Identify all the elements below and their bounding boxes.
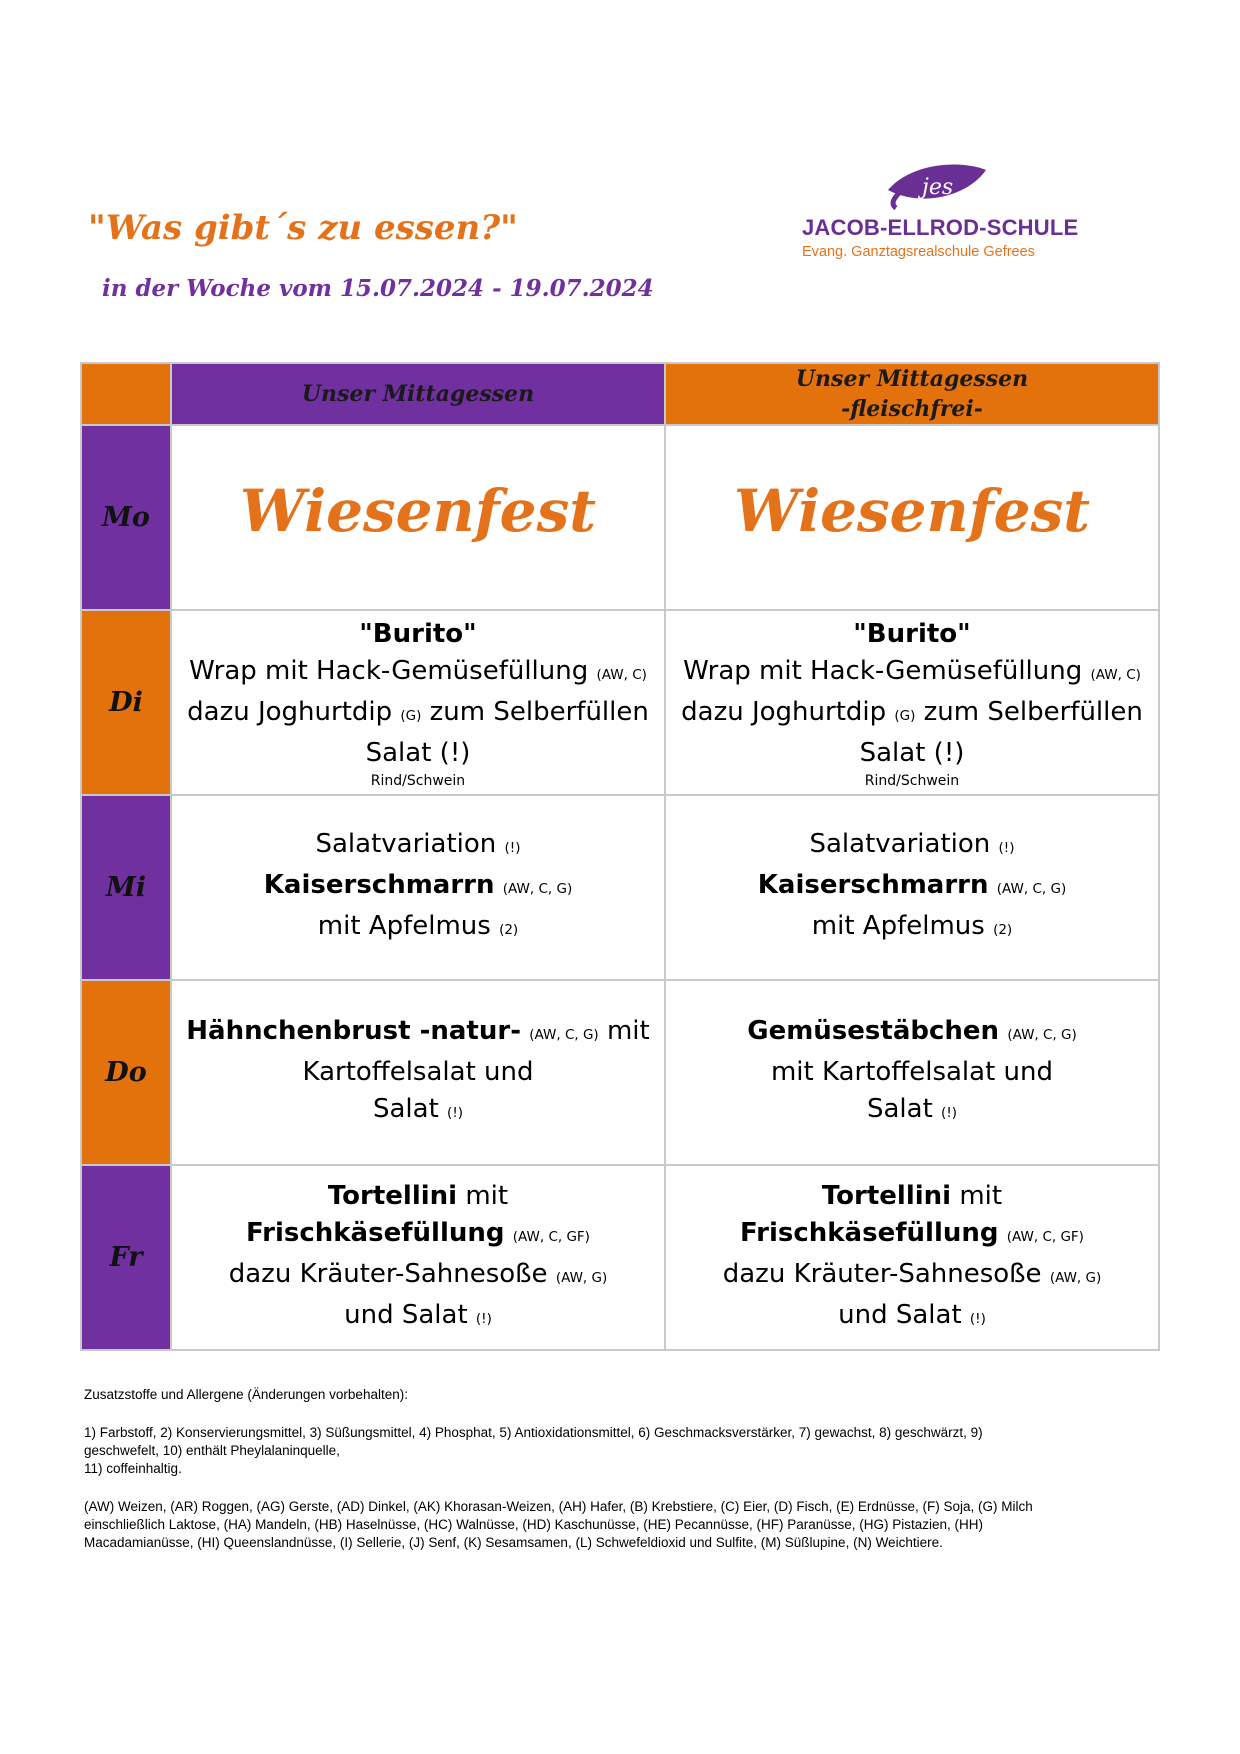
day-label: Mo [102,502,150,533]
additive-note: (!) [941,1105,957,1121]
dish-line: Wrap mit Hack-Gemüsefüllung [189,655,589,686]
allergen-code: (AW, C) [1090,666,1141,683]
dish-name: Tortellini [821,1180,952,1211]
week-range: in der Woche vom 15.07.2024 - 19.07.2024 [102,275,654,302]
day-cell-mi [81,795,171,980]
additive-note: (!) [969,1310,986,1327]
dish-name: Tortellini [327,1180,458,1211]
page-title: "Was gibt´s zu essen?" [88,208,518,248]
additive-note: (2) [499,922,519,938]
allergen-code: (AW, G) [555,1269,608,1286]
dish-line: mit Apfelmus [317,911,491,941]
allergen-code: (AW, C, G) [1007,1027,1077,1043]
dish-line: Salat [372,1094,439,1124]
dish-name: "Burito" [853,618,971,649]
dish-line: Salatvariation [809,829,991,859]
dish-line: mit [959,1180,1003,1211]
dish-line: zum Selberfüllen [429,696,649,727]
additive-note: (2) [993,922,1013,938]
allergen-code: (AW, G) [1049,1269,1102,1286]
additive-note: (!) [439,737,471,768]
dish-line: Salat [859,737,926,768]
column-header-vegetarian [665,363,1159,425]
table-row [81,1165,1159,1350]
fish-logo-icon [882,160,992,216]
logo-mark-text: jes [922,175,954,200]
menu-cell [171,980,665,1165]
meat-type: Rind/Schwein [864,772,960,789]
allergen-code: (AW, C, GF) [512,1228,590,1245]
menu-cell [171,425,665,610]
dish-line: und Salat [344,1299,468,1330]
dish-line: mit [465,1180,509,1211]
dish-name: Hähnchenbrust -natur- [186,1016,521,1046]
additives-line: geschwefelt, 10) enthält Pheylalaninquelle, [84,1443,340,1458]
additives-line: 11) coffeinhaltig. [84,1461,182,1476]
dish-name: Gemüsestäbchen [747,1016,1000,1046]
dish-line: Salat [365,737,432,768]
day-label: Do [105,1057,147,1088]
additives-line: 1) Farbstoff, 2) Konservierungsmittel, 3) Süßungsmittel, 4) Phosphat, 5) Antioxidationsmittel, 6) Geschmacksverstärker, 7) gewachst, 8) geschwärzt, 9) [84,1425,983,1440]
additive-note: (!) [475,1310,492,1327]
school-name: JACOB-ELLROD-SCHULE [802,215,1079,240]
dish-line: mit Kartoffelsalat und [770,1057,1053,1087]
dish-name: Kaiserschmarrn [263,870,495,900]
allergen-code: (AW, C, G) [502,881,573,897]
day-cell-do [81,980,171,1165]
menu-cell [171,1165,665,1350]
dish-line: mit Apfelmus [811,911,985,941]
dish-line: dazu Joghurtdip [187,696,393,727]
dish-name: Frischkäsefüllung [740,1217,999,1248]
dish-line: Wrap mit Hack-Gemüsefüllung [683,655,1083,686]
menu-table [80,362,1160,1351]
day-label: Mi [105,872,147,903]
additives-list [84,1424,1134,1478]
dish-name: "Burito" [359,618,477,649]
additive-note: (!) [933,737,965,768]
menu-cell [665,425,1159,610]
additive-note: (!) [447,1105,463,1121]
day-cell-fr [81,1165,171,1350]
menu-cell [665,1165,1159,1350]
allergen-code: (G) [400,707,422,724]
menu-cell [665,795,1159,980]
additive-note: (!) [998,840,1015,856]
dish-line: Salatvariation [315,829,497,859]
allergen-code: (AW, C, G) [529,1027,599,1043]
dish-line: Salat [866,1094,933,1124]
dish-name: Kaiserschmarrn [757,870,989,900]
allergen-notes [84,1386,1134,1572]
allergen-code: (G) [894,707,916,724]
table-row [81,980,1159,1165]
menu-cell [171,610,665,795]
school-subtitle: Evang. Ganztagsrealschule Gefrees [802,244,1035,260]
day-cell-mo [81,425,171,610]
table-corner [81,363,171,425]
meat-type: Rind/Schwein [370,772,466,789]
allergen-code: (AW, C, G) [996,881,1067,897]
holiday-text: Wiesenfest [239,477,597,545]
dish-line: dazu Kräuter-Sahnesoße [722,1258,1042,1289]
column-header-vegetarian-line2: -fleischfrei- [841,396,983,422]
additive-note: (!) [504,840,521,856]
dish-name: Frischkäsefüllung [246,1217,505,1248]
dish-line: dazu Kräuter-Sahnesoße [228,1258,548,1289]
allergens-list [84,1498,1134,1552]
menu-cell [171,795,665,980]
table-row [81,425,1159,610]
dish-line: und Salat [838,1299,962,1330]
menu-cell [665,980,1159,1165]
day-label: Fr [109,1242,143,1273]
dish-line: mit [606,1016,650,1046]
holiday-text: Wiesenfest [733,477,1091,545]
column-header-vegetarian-line1: Unser Mittagessen [795,366,1029,392]
day-label: Di [109,687,143,718]
column-header-regular-label: Unser Mittagessen [301,381,535,407]
dish-line: zum Selberfüllen [923,696,1143,727]
dish-line: dazu Joghurtdip [681,696,887,727]
table-row [81,610,1159,795]
school-logo [802,160,1079,270]
allergens-line: (AW) Weizen, (AR) Roggen, (AG) Gerste, (AD) Dinkel, (AK) Khorasan-Weizen, (AH) Hafer, (B) Krebstiere, (C) Eier, (D) Fisch, (E) Erdnüsse, (F) Soja, (G) Milch [84,1499,1033,1514]
dish-line: Kartoffelsalat und [302,1057,534,1087]
menu-cell [665,610,1159,795]
allergen-code: (AW, C, GF) [1006,1228,1084,1245]
column-header-regular [171,363,665,425]
allergens-line: einschließlich Laktose, (HA) Mandeln, (HB) Haselnüsse, (HC) Walnüsse, (HD) Kaschunüsse, (HE) Pecannüsse, (HF) Paranüsse, (HG) Pistazien, (HH) [84,1517,984,1532]
allergens-line: Macadamianüsse, (HI) Queenslandnüsse, (I) Sellerie, (J) Senf, (K) Sesamsamen, (L) Schwefeldioxid und Sulfite, (M) Süßlupine, (N) Weichtiere. [84,1535,943,1550]
table-row [81,795,1159,980]
day-cell-di [81,610,171,795]
notes-heading: Zusatzstoffe und Allergene (Änderungen vorbehalten): [84,1387,408,1402]
allergen-code: (AW, C) [596,666,647,683]
